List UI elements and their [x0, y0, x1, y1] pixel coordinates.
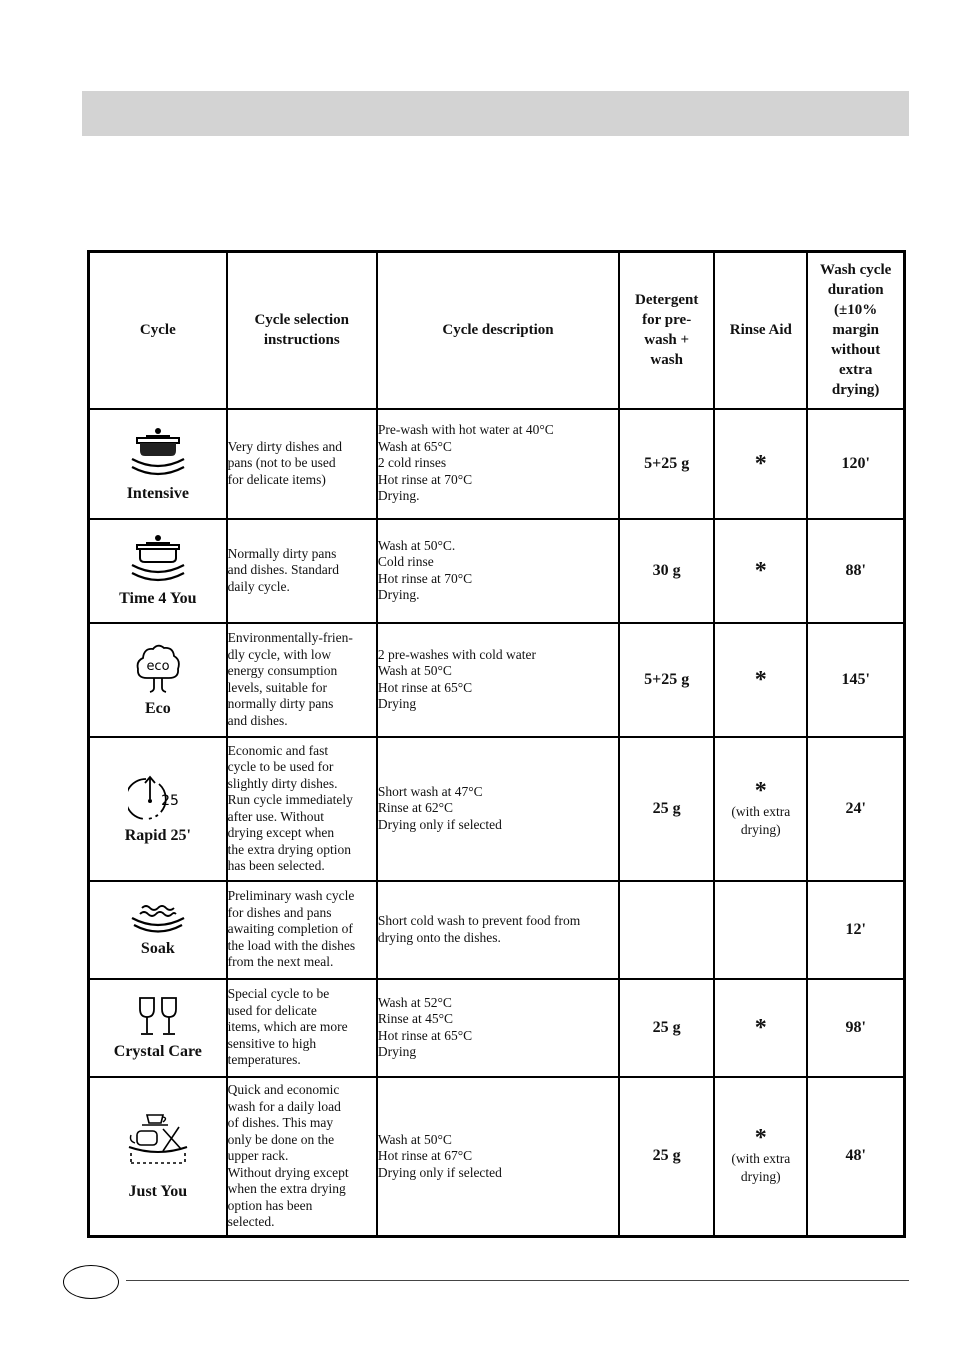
header-cycle: Cycle: [89, 252, 227, 409]
instructions-cell: Environmentally-frien- dly cycle, with low energy consumption levels, suitable for normally dirty pans and dishes.: [227, 623, 377, 737]
description-cell: Short cold wash to prevent food from drying onto the dishes.: [377, 881, 619, 979]
table-row: [89, 623, 905, 737]
rinse-aid-cell: *: [714, 623, 807, 737]
rinse-aid-cell: * (with extra drying): [714, 1077, 807, 1237]
section-header-banner: [82, 91, 909, 136]
detergent-cell: 5+25 g: [619, 623, 714, 737]
description-cell: Wash at 52°C Rinse at 45°C Hot rinse at 65°C Drying: [377, 979, 619, 1077]
table-row: [89, 737, 905, 881]
duration-cell: 98': [807, 979, 904, 1077]
duration-cell: 120': [807, 409, 904, 519]
header-rinse-aid: Rinse Aid: [714, 252, 807, 409]
cup-and-cutlery-icon: [127, 1111, 189, 1169]
table-row: [89, 1077, 905, 1237]
cycle-name: Soak: [140, 939, 175, 957]
instructions-cell: Normally dirty pans and dishes. Standard daily cycle.: [227, 519, 377, 623]
header-instructions: Cycle selection instructions: [227, 252, 377, 409]
cycle-cell: [89, 979, 227, 1077]
instructions-cell: Economic and fast cycle to be used for slightly dirty dishes. Run cycle immediately after use. Without drying except when the extra drying option has been selected.: [227, 737, 377, 881]
soak-waves-icon: [128, 902, 188, 936]
page-number-oval: [63, 1265, 119, 1299]
detergent-cell: 25 g: [619, 979, 714, 1077]
cycle-name: Eco: [144, 699, 171, 717]
table-row: [89, 409, 905, 519]
rinse-aid-cell: *: [714, 979, 807, 1077]
duration-cell: 48': [807, 1077, 904, 1237]
cycle-name: Intensive: [126, 484, 189, 502]
eco-tree-icon: [133, 642, 183, 696]
description-cell: Wash at 50°C. Cold rinse Hot rinse at 70°C Drying.: [377, 519, 619, 623]
duration-cell: 24': [807, 737, 904, 881]
table-row: [89, 979, 905, 1077]
table-row: [89, 519, 905, 623]
instructions-cell: Very dirty dishes and pans (not to be used for delicate items): [227, 409, 377, 519]
svg-text:eco: eco: [146, 658, 170, 674]
detergent-cell: 5+25 g: [619, 409, 714, 519]
detergent-cell: 25 g: [619, 737, 714, 881]
description-cell: Short wash at 47°C Rinse at 62°C Drying only if selected: [377, 737, 619, 881]
table-row: [89, 881, 905, 979]
svg-text:25: 25: [160, 792, 179, 809]
cycle-name: Rapid 25': [124, 826, 191, 844]
duration-cell: 88': [807, 519, 904, 623]
pot-on-dishes-icon: [128, 425, 188, 481]
rinse-aid-cell: *: [714, 409, 807, 519]
description-cell: Wash at 50°C Hot rinse at 67°C Drying only if selected: [377, 1077, 619, 1237]
instructions-cell: Preliminary wash cycle for dishes and pans awaiting completion of the load with the dishes from the next meal.: [227, 881, 377, 979]
header-description: Cycle description: [377, 252, 619, 409]
wine-glasses-icon: [136, 995, 180, 1039]
detergent-cell: 25 g: [619, 1077, 714, 1237]
instructions-cell: Quick and economic wash for a daily load of dishes. This may only be done on the upper rack. Without drying except when the extra drying option has been selected.: [227, 1077, 377, 1237]
cycle-cell: [89, 737, 227, 881]
detergent-cell: 30 g: [619, 519, 714, 623]
description-cell: 2 pre-washes with cold water Wash at 50°C Hot rinse at 65°C Drying: [377, 623, 619, 737]
cycle-name: Just You: [128, 1183, 188, 1201]
rapid-clock-icon: [128, 773, 188, 823]
detergent-cell: [619, 881, 714, 979]
header-detergent: Detergent for pre- wash + wash: [619, 252, 714, 409]
cycle-name: Time 4 You: [119, 589, 197, 607]
cycle-cell: [89, 623, 227, 737]
cycle-cell: [89, 519, 227, 623]
instructions-cell: Special cycle to be used for delicate items, which are more sensitive to high temperatures.: [227, 979, 377, 1077]
header-duration: Wash cycle duration (±10% margin without extra drying): [807, 252, 904, 409]
cycle-name: Crystal Care: [113, 1042, 202, 1060]
duration-cell: 12': [807, 881, 904, 979]
cycle-cell: [89, 881, 227, 979]
wash-cycle-table: [87, 250, 906, 1238]
rinse-aid-cell: *: [714, 519, 807, 623]
cycle-cell: [89, 409, 227, 519]
header-row: [89, 252, 905, 409]
duration-cell: 145': [807, 623, 904, 737]
description-cell: Pre-wash with hot water at 40°C Wash at 65°C 2 cold rinses Hot rinse at 70°C Drying.: [377, 409, 619, 519]
rinse-aid-cell: [714, 881, 807, 979]
footer-rule: [126, 1280, 909, 1281]
rinse-aid-cell: * (with extra drying): [714, 737, 807, 881]
cycle-cell: [89, 1077, 227, 1237]
pot-outline-on-dishes-icon: [128, 534, 188, 586]
